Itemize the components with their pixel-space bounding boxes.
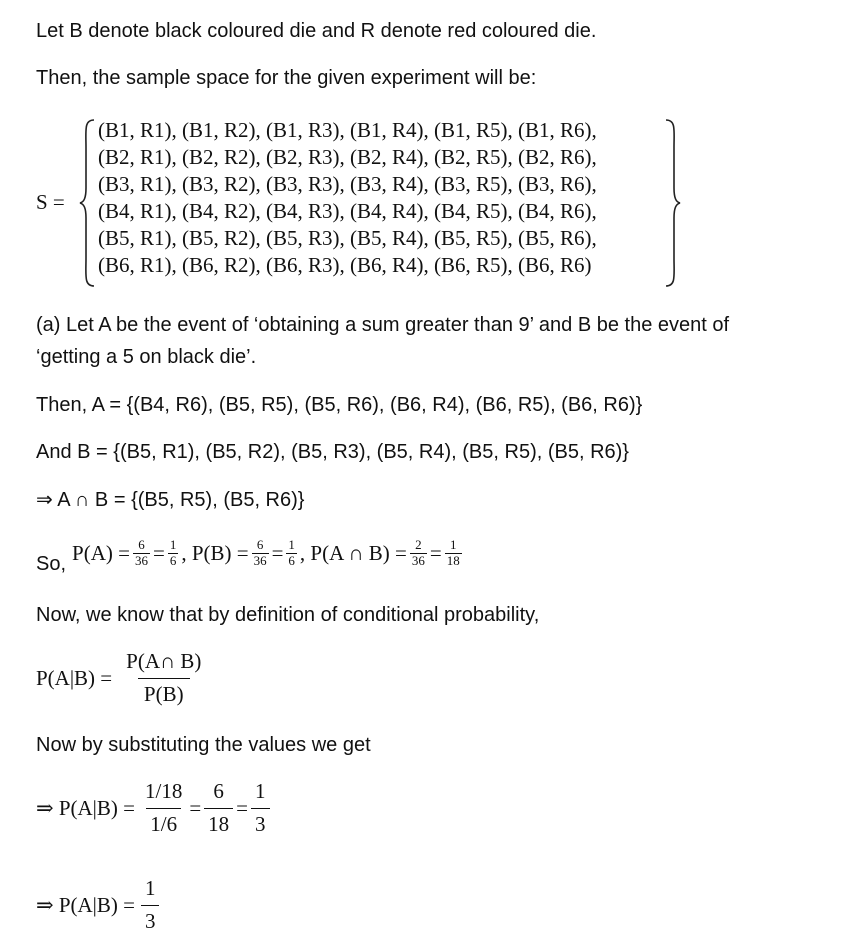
substitution-formula bbox=[36, 775, 273, 841]
pa-fraction: $\frac{6}{36}$ bbox=[134, 537, 148, 568]
intro-line-2: Then, the sample space for the given experiment will be: bbox=[36, 67, 537, 89]
sample-row-1: (B1, R1), (B1, R2), (B1, R3), (B1, R4), (B1, R5), (B1, R6), bbox=[98, 118, 597, 142]
definition-denominator: P(B) bbox=[138, 678, 190, 706]
substitution-text: Now by substituting the values we get bbox=[36, 734, 371, 756]
definition-numerator: P(A∩ B) bbox=[126, 649, 202, 674]
pab-label: , P(A ∩ B) = bbox=[299, 540, 407, 565]
final-fraction: $\frac{1}{3}$ bbox=[141, 877, 160, 932]
pa-simplified-fraction: $\frac{1}{6}$ bbox=[169, 537, 177, 568]
event-b-definition: And B = {(B5, R1), (B5, R2), (B5, R3), (B5, R4), (B5, R5), (B5, R6)} bbox=[36, 441, 629, 463]
equals-sign: = bbox=[152, 540, 165, 565]
definition-lhs: P(A|B) = bbox=[36, 665, 113, 690]
final-lhs: ⇒ P(A|B) = bbox=[36, 892, 135, 917]
event-a-definition: Then, A = {(B4, R6), (B5, R5), (B5, R6), (B6, R4), (B6, R5), (B6, R6)} bbox=[36, 394, 643, 416]
pb-simplified-fraction: $\frac{1}{6}$ bbox=[288, 537, 295, 568]
substitution-fraction-1: $\frac{1/18}{1/6}$ bbox=[144, 779, 183, 836]
left-brace-icon bbox=[78, 118, 98, 288]
definition-formula bbox=[36, 645, 210, 711]
equals-sign: = bbox=[236, 795, 249, 820]
pab-fraction: $\frac{2}{36}$ bbox=[411, 537, 425, 568]
sample-row-2: (B2, R1), (B2, R2), (B2, R3), (B2, R4), (B2, R5), (B2, R6), bbox=[98, 145, 597, 169]
equals-sign: = bbox=[429, 540, 442, 565]
sample-row-3: (B3, R1), (B3, R2), (B3, R3), (B3, R4), (B3, R5), (B3, R6), bbox=[98, 172, 597, 196]
pab-simplified-fraction: $\frac{1}{18}$ bbox=[446, 537, 460, 568]
probabilities-row bbox=[36, 528, 465, 578]
sample-row-6: (B6, R1), (B6, R2), (B6, R3), (B6, R4), (B6, R5), (B6, R6) bbox=[98, 253, 592, 277]
equals-sign: = bbox=[271, 540, 284, 565]
so-label: So, bbox=[36, 553, 67, 575]
final-answer bbox=[36, 872, 162, 938]
substitution-fraction-3: $\frac{1}{3}$ bbox=[251, 780, 270, 835]
sample-row-5: (B5, R1), (B5, R2), (B5, R3), (B5, R4), (B5, R5), (B5, R6), bbox=[98, 226, 597, 250]
equals-sign: = bbox=[189, 795, 202, 820]
substitution-fraction-2: $\frac{6}{18}$ bbox=[204, 780, 233, 835]
intersection-definition: ⇒ A ∩ B = {(B5, R5), (B5, R6)} bbox=[36, 489, 305, 511]
pb-label: , P(B) = bbox=[181, 540, 249, 565]
right-brace-icon bbox=[662, 118, 682, 288]
intro-line-1: Let B denote black coloured die and R denote red coloured die. bbox=[36, 20, 597, 42]
part-a-line-2: ‘getting a 5 on black die’. bbox=[36, 346, 257, 368]
substitution-lhs: ⇒ P(A|B) = bbox=[36, 795, 135, 820]
sample-space-label: S = bbox=[36, 190, 65, 214]
pb-fraction: $\frac{6}{36}$ bbox=[253, 537, 267, 568]
sample-row-4: (B4, R1), (B4, R2), (B4, R3), (B4, R4), (B4, R5), (B4, R6), bbox=[98, 199, 597, 223]
definition-fraction bbox=[120, 650, 207, 705]
pa-label: P(A) = bbox=[72, 540, 130, 565]
definition-text: Now, we know that by definition of conditional probability, bbox=[36, 604, 540, 626]
part-a-line-1: (a) Let A be the event of ‘obtaining a sum greater than 9’ and B be the event of bbox=[36, 314, 730, 336]
